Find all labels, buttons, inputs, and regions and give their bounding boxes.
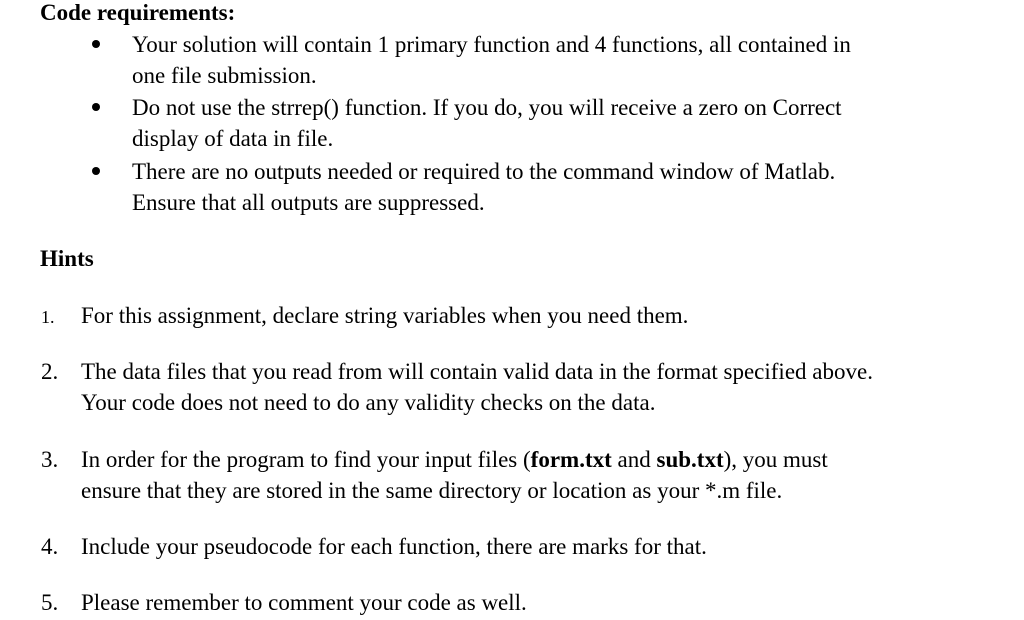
hint-number: 3. <box>41 447 59 472</box>
code-requirements-heading: Code requirements: <box>40 0 236 25</box>
bullet-line: display of data in file. <box>132 126 334 151</box>
bullet-line: There are no outputs needed or required to the command window of Matlab. <box>132 159 836 184</box>
hint-line-part: In order for the program to find your input files ( <box>81 447 531 472</box>
hint-number: 2. <box>41 359 59 384</box>
filename-sub: sub.txt <box>656 447 724 472</box>
hint-number: 1. <box>41 307 55 327</box>
bullet-line: Do not use the strrep() function. If you do, you will receive a zero on Correct <box>132 95 842 120</box>
hints-heading: Hints <box>40 246 94 271</box>
bullet-icon <box>92 167 100 175</box>
bullet-text <box>132 29 1002 91</box>
bullet-text <box>132 92 1002 154</box>
hint-number: 5. <box>41 590 59 615</box>
hint-number: 4. <box>41 534 59 559</box>
hint-line: Your code does not need to do any validity checks on the data. <box>81 390 656 415</box>
bullet-line: one file submission. <box>132 63 317 88</box>
hint-text <box>81 356 1016 418</box>
hint-line: The data files that you read from will contain valid data in the format specified above. <box>81 359 873 384</box>
hint-text: Please remember to comment your code as well. <box>81 590 527 615</box>
bullet-line: Your solution will contain 1 primary function and 4 functions, all contained in <box>132 32 851 57</box>
filename-form: form.txt <box>530 447 612 472</box>
hint-text: For this assignment, declare string variables when you need them. <box>81 303 689 328</box>
hint-line-part: ), you must <box>723 447 828 472</box>
bullet-line: Ensure that all outputs are suppressed. <box>132 190 485 215</box>
hint-text: Include your pseudocode for each function, there are marks for that. <box>81 534 707 559</box>
bullet-icon <box>92 103 100 111</box>
hint-line-part: and <box>611 447 657 472</box>
hint-text <box>81 444 1016 506</box>
bullet-icon <box>92 40 100 48</box>
hint-line: ensure that they are stored in the same directory or location as your *.m file. <box>81 478 783 503</box>
bullet-text <box>132 156 1002 218</box>
